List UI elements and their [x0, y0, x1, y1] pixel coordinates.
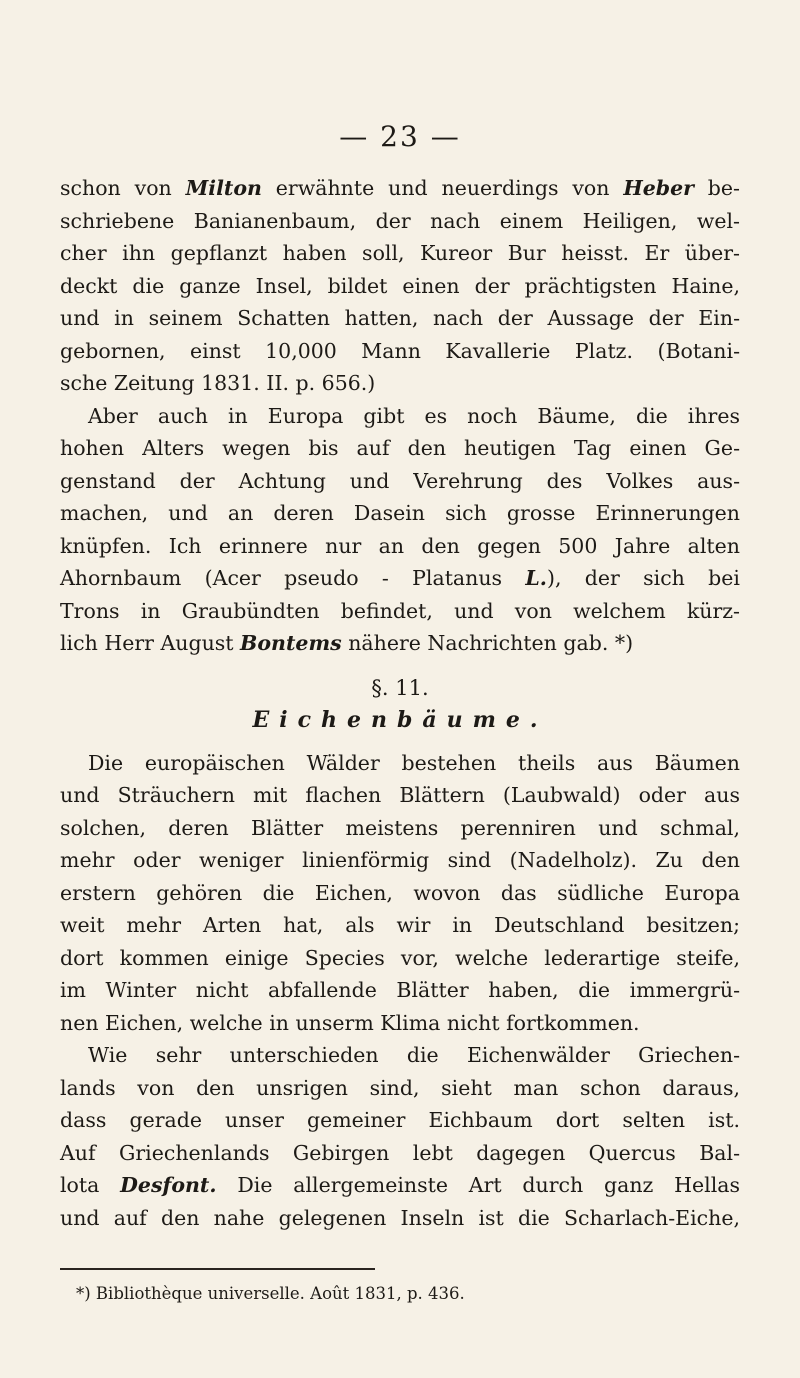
text-segment: Ahornbaum (Acer pseudo - Platanus [60, 566, 526, 590]
text-line: schriebene Banianenbaum, der nach einem Heiligen, wel- [60, 208, 740, 233]
text-line: Wie sehr unterschieden die Eichenwälder Griechen- [88, 1043, 740, 1067]
text-line: nen Eichen, welche in unserm Klima nicht fortkommen. [60, 1010, 640, 1035]
text-line: sche Zeitung 1831. II. p. 656.) [60, 371, 376, 395]
paragraph-4 [60, 1039, 740, 1234]
footnote-divider [60, 1268, 375, 1270]
text-line [60, 172, 740, 205]
text-line: Auf Griechenlands Gebirgen lebt dagegen Quercus Bal- [60, 1140, 740, 1165]
text-line: deckt die ganze Insel, bildet einen der prächtigsten Haine, [60, 273, 740, 298]
text-line [60, 1169, 740, 1202]
text-line: lands von den unsrigen sind, sieht man schon daraus, [60, 1075, 740, 1100]
text-line: knüpfen. Ich erinnere nur an den gegen 500 Jahre alten [60, 533, 740, 558]
text-line: und in seinem Schatten hatten, nach der Aussage der Ein- [60, 306, 740, 330]
page-number: — 23 — [339, 120, 461, 153]
text-segment: ), der sich bei [546, 566, 740, 590]
text-line: gebornen, einst 10,000 Mann Kavallerie Platz. (Botani- [60, 338, 740, 363]
text-line: Aber auch in Europa gibt es noch Bäume, die ihres [88, 403, 740, 428]
italic-name: Desfont. [120, 1173, 217, 1197]
footnote: *) Bibliothèque universelle. Août 1831, p. 436. [76, 1284, 465, 1303]
text-segment: be- [693, 176, 740, 200]
text-segment: lich Herr August [60, 631, 241, 655]
text-segment: lota [60, 1173, 121, 1197]
italic-name: Heber [623, 176, 694, 200]
text-segment: Die allergemeinste Art durch ganz Hellas [216, 1173, 741, 1197]
text-line: solchen, deren Blätter meistens perenniren und schmal, [60, 815, 740, 840]
paragraph-2 [60, 400, 740, 660]
text-segment: schon von [60, 176, 186, 200]
text-segment: erwähnte und neuerdings von [261, 176, 624, 200]
text-segment: nähere Nachrichten gab. *) [341, 631, 634, 655]
text-line: hohen Alters wegen bis auf den heutigen Tag einen Ge- [60, 436, 740, 460]
text-line: und Sträuchern mit flachen Blättern (Laubwald) oder aus [60, 783, 740, 807]
italic-name: Bontems [240, 631, 342, 655]
text-line: weit mehr Arten hat, als wir in Deutschland besitzen; [60, 913, 740, 937]
text-line: Die europäischen Wälder bestehen theils aus Bäumen [88, 750, 740, 775]
section-title: Eichenbäume. [252, 707, 548, 733]
text-line: dass gerade unser gemeiner Eichbaum dort selten ist. [60, 1108, 740, 1132]
italic-name: Milton [185, 176, 262, 200]
paragraph-1 [60, 172, 740, 400]
text-line: im Winter nicht abfallende Blätter haben, die immergrü- [60, 978, 740, 1002]
text-line: genstand der Achtung und Verehrung des Volkes aus- [60, 468, 740, 493]
text-line: mehr oder weniger linienförmig sind (Nadelholz). Zu den [60, 848, 740, 872]
text-line [60, 627, 740, 660]
text-line: dort kommen einige Species vor, welche lederartige steife, [60, 945, 740, 970]
page-body [60, 172, 740, 1234]
text-line [60, 562, 740, 595]
section-number: §. 11. [371, 675, 429, 700]
paragraph-3 [60, 747, 740, 1040]
italic-name: L. [525, 566, 547, 590]
text-line: machen, und an deren Dasein sich grosse Erinnerungen [60, 501, 740, 525]
text-line: cher ihn gepflanzt haben soll, Kureor Bur heisst. Er über- [60, 241, 740, 265]
text-line: und auf den nahe gelegenen Inseln ist die Scharlach-Eiche, [60, 1205, 740, 1230]
text-line: Trons in Graubündten befindet, und von welchem kürz- [60, 598, 740, 623]
text-line: erstern gehören die Eichen, wovon das südliche Europa [60, 880, 740, 905]
